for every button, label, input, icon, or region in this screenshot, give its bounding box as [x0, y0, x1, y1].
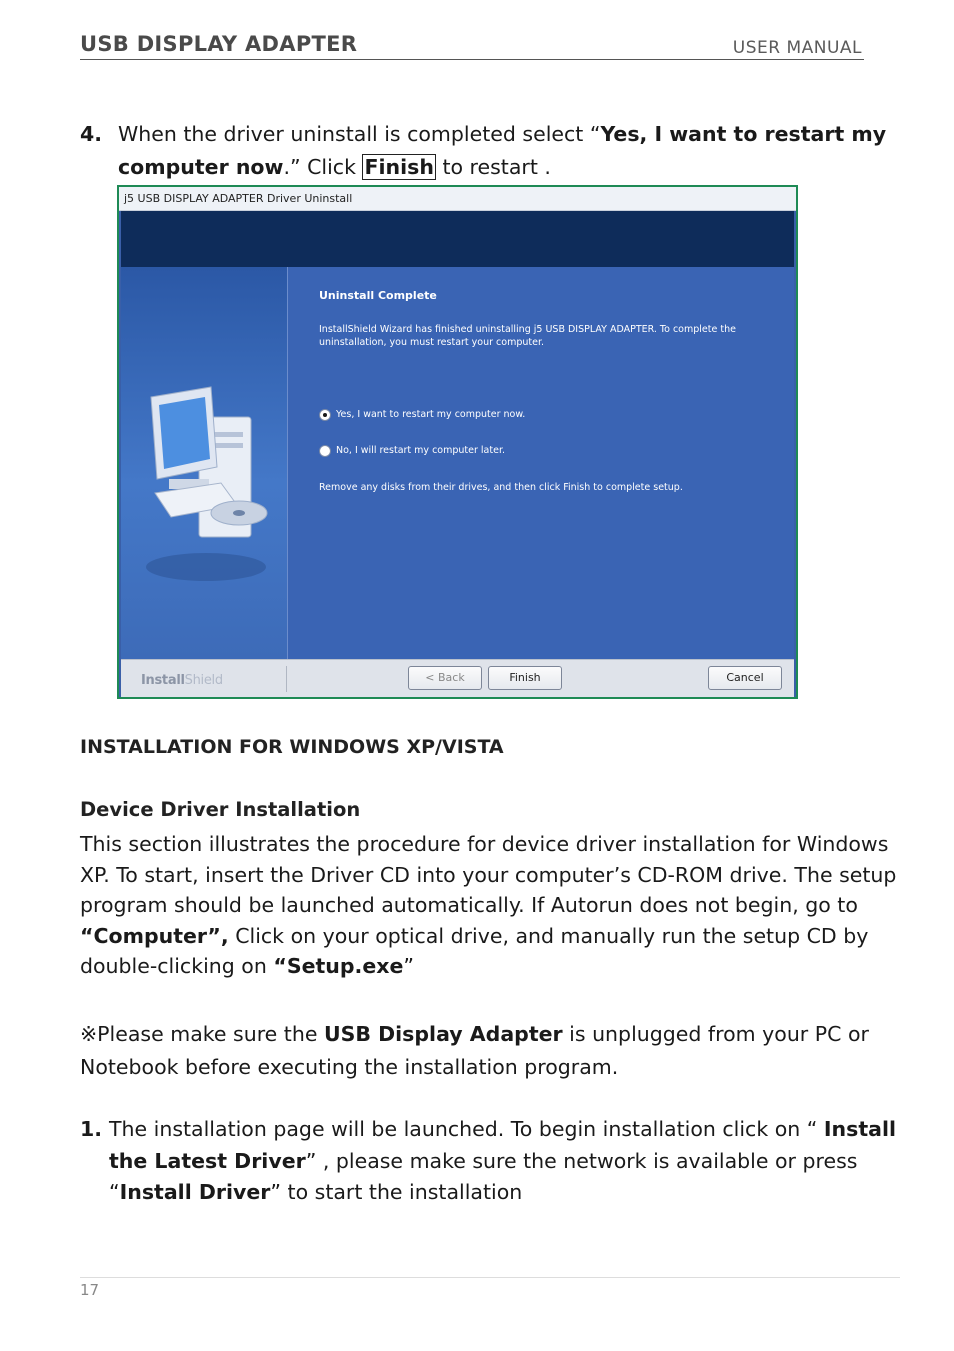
bold-run: Install Driver	[119, 1180, 271, 1204]
radio-restart-later-label: No, I will restart my computer later.	[336, 445, 505, 456]
text-run: .” Click	[283, 155, 363, 179]
step-number: 1.	[80, 1117, 103, 1141]
text-run: ” , please make sure the network is available or press “	[109, 1148, 858, 1204]
step-text	[109, 1114, 900, 1209]
text-run: Click on your optical drive, and manually run the setup CD by double-clicking on	[80, 923, 869, 978]
bold-run: USB Display Adapter	[323, 1022, 563, 1046]
radio-restart-now[interactable]	[319, 409, 331, 421]
boxed-finish: Finish	[364, 155, 434, 179]
text-run: ※Please make sure the	[80, 1022, 324, 1046]
finish-button[interactable]: Finish	[488, 666, 562, 690]
dialog-banner	[121, 211, 794, 267]
header-right-label: USER MANUAL	[732, 38, 862, 58]
text-run: This section illustrates the procedure for device driver installation for Windows XP. To start, insert the Driver CD into your computer’s CD-ROM drive. The setup program should be launched automatically. If Autorun does not begin, go to	[80, 832, 897, 917]
intro-paragraph	[80, 829, 900, 982]
uninstall-dialog-screenshot	[117, 185, 798, 699]
brand-part: Shield	[184, 673, 223, 688]
text-run: is unplugged from your PC or Notebook before executing the installation program.	[80, 1022, 869, 1079]
page-number: 17	[80, 1281, 100, 1299]
text-run: to restart .	[435, 155, 551, 179]
text-run: ” to start the installation	[270, 1180, 523, 1204]
header-title: USB DISPLAY ADAPTER	[80, 32, 358, 56]
dialog-remove-text: Remove any disks from their drives, and then click Finish to complete setup.	[319, 482, 683, 493]
installshield-logo	[141, 673, 223, 688]
section-title: INSTALLATION FOR WINDOWS XP/VISTA	[80, 736, 504, 758]
text-run: When the driver uninstall is completed select “	[118, 122, 601, 146]
step-number: 4.	[80, 122, 103, 146]
footer-separator	[286, 666, 287, 692]
header-rule	[80, 59, 864, 60]
cancel-button[interactable]: Cancel	[708, 666, 782, 690]
text-run: The installation page will be launched. To begin installation click on “	[109, 1117, 824, 1141]
bold-run: “Computer”,	[80, 923, 229, 948]
bold-run: “Setup.exe	[273, 954, 404, 978]
radio-restart-later[interactable]	[319, 445, 331, 457]
text-run: ”	[403, 954, 414, 978]
footer-rule	[80, 1277, 900, 1278]
brand-part: Install	[141, 673, 185, 688]
bold-run: Install the Latest Driver	[109, 1117, 897, 1173]
step-1	[80, 1114, 900, 1209]
dialog-left-panel	[121, 267, 287, 659]
sub-title: Device Driver Installation	[80, 798, 361, 821]
step-4	[80, 118, 900, 184]
radio-restart-now-label: Yes, I want to restart my computer now.	[336, 409, 526, 420]
dialog-heading: Uninstall Complete	[319, 289, 437, 302]
dialog-title: j5 USB DISPLAY ADAPTER Driver Uninstall	[119, 187, 796, 211]
computer-icon	[121, 267, 287, 659]
dialog-footer	[121, 659, 794, 697]
note-paragraph	[80, 1018, 900, 1084]
dialog-message: InstallShield Wizard has finished uninstalling j5 USB DISPLAY ADAPTER. To complete the uninstallation, you must restart your computer.	[319, 324, 736, 348]
bold-run: Yes, I want to restart my computer now	[118, 122, 887, 179]
step-text	[118, 118, 900, 184]
back-button[interactable]: < Back	[408, 666, 482, 690]
